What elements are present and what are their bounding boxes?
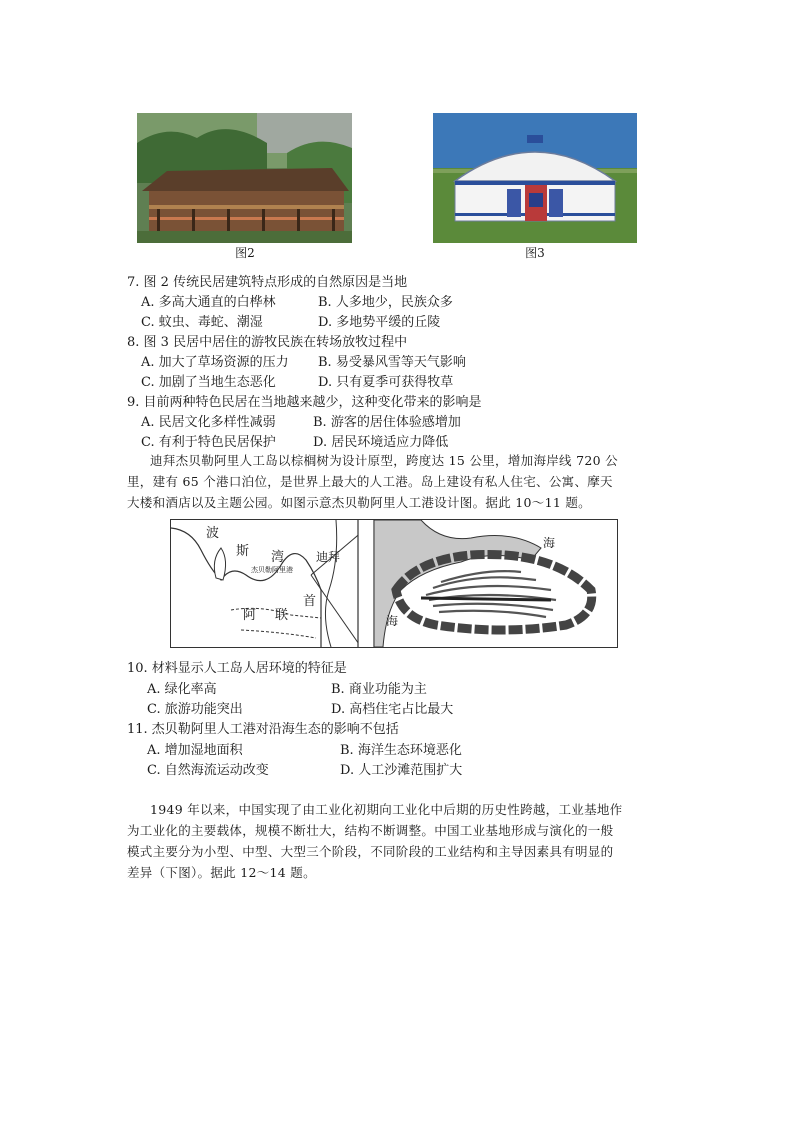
question-7-stem: 7. 图 2 传统民居建筑特点形成的自然原因是当地 <box>127 275 408 290</box>
question-7-option-d: D. 多地势平缓的丘陵 <box>318 315 441 330</box>
question-8-option-d: D. 只有夏季可获得牧草 <box>318 375 454 390</box>
figure-3-caption: 图3 <box>525 246 545 260</box>
question-9-option-c: C. 有利于特色民居保护 <box>141 435 276 450</box>
question-11-option-a: A. 增加湿地面积 <box>147 743 243 758</box>
question-7-option-a: A. 多高大通直的白桦林 <box>141 295 276 310</box>
figure-2-stilt-house-photo <box>137 113 352 243</box>
question-9-stem: 9. 目前两种特色民居在当地越来越少，这种变化带来的影响是 <box>127 395 482 410</box>
map-label-port: 杰贝勒阿里港 <box>251 566 293 574</box>
question-11-option-b: B. 海洋生态环境恶化 <box>340 743 462 758</box>
question-10-option-b: B. 商业功能为主 <box>331 682 427 697</box>
question-8-option-a: A. 加大了草场资源的压力 <box>141 355 289 370</box>
passage-2-line-1: 1949 年以来，中国实现了由工业化初期向工业化中后期的历史性跨越，工业基地作 <box>150 802 623 817</box>
question-11-stem: 11. 杰贝勒阿里人工港对沿海生态的影响不包括 <box>127 722 399 737</box>
question-7-option-c: C. 蚊虫、毒蛇、潮湿 <box>141 315 263 330</box>
question-8-stem: 8. 图 3 民居中居住的游牧民族在转场放牧过程中 <box>127 335 408 350</box>
map-label-shou: 首 <box>303 594 317 609</box>
passage-2-line-2: 为工业化的主要载体，规模不断壮大，结构不断调整。中国工业基地形成与演化的一般 <box>127 823 614 838</box>
question-9-option-d: D. 居民环境适应力降低 <box>313 435 449 450</box>
map-label-dibai: 迪拜 <box>316 550 341 564</box>
passage-1-line-2: 里，建有 65 个港口泊位，是世界上最大的人工港。岛上建设有私人住宅、公寓、摩天 <box>127 474 613 489</box>
question-9-option-a: A. 民居文化多样性减弱 <box>141 415 276 430</box>
passage-1-line-1: 迪拜杰贝勒阿里人工岛以棕榈树为设计原型，跨度达 15 公里，增加海岸线 720 公 <box>150 453 618 468</box>
map-label-bo: 波 <box>206 526 220 541</box>
question-10-option-a: A. 绿化率高 <box>147 682 217 697</box>
jebel-ali-port-map <box>170 519 618 648</box>
question-8-option-b: B. 易受暴风雪等天气影响 <box>318 355 466 370</box>
map-label-si: 斯 <box>236 544 250 559</box>
figure-3-yurt-photo <box>433 113 637 243</box>
passage-1-line-3: 大楼和酒店以及主题公园。如图示意杰贝勒阿里人工港设计图。据此 10～11 题。 <box>127 495 591 510</box>
passage-2-line-4: 差异（下图）。据此 12～14 题。 <box>127 865 316 880</box>
question-10-option-c: C. 旅游功能突出 <box>147 702 243 717</box>
question-11-option-c: C. 自然海流运动改变 <box>147 763 269 778</box>
figure-2-caption: 图2 <box>235 246 255 260</box>
question-7-option-b: B. 人多地少，民族众多 <box>318 295 453 310</box>
question-9-option-b: B. 游客的居住体验感增加 <box>313 415 461 430</box>
question-10-stem: 10. 材料显示人工岛人居环境的特征是 <box>127 661 347 676</box>
map-label-lian: 联 <box>275 608 289 623</box>
map-label-wan: 湾 <box>271 550 285 565</box>
question-10-option-d: D. 高档住宅占比最大 <box>331 702 454 717</box>
question-8-option-c: C. 加剧了当地生态恶化 <box>141 375 276 390</box>
map-label-sea-left: 海 <box>386 614 399 628</box>
map-label-a: 阿 <box>243 608 257 623</box>
question-11-option-d: D. 人工沙滩范围扩大 <box>340 763 463 778</box>
map-label-sea-top: 海 <box>543 536 556 550</box>
passage-2-line-3: 模式主要分为小型、中型、大型三个阶段，不同阶段的工业结构和主导因素具有明显的 <box>127 844 614 859</box>
